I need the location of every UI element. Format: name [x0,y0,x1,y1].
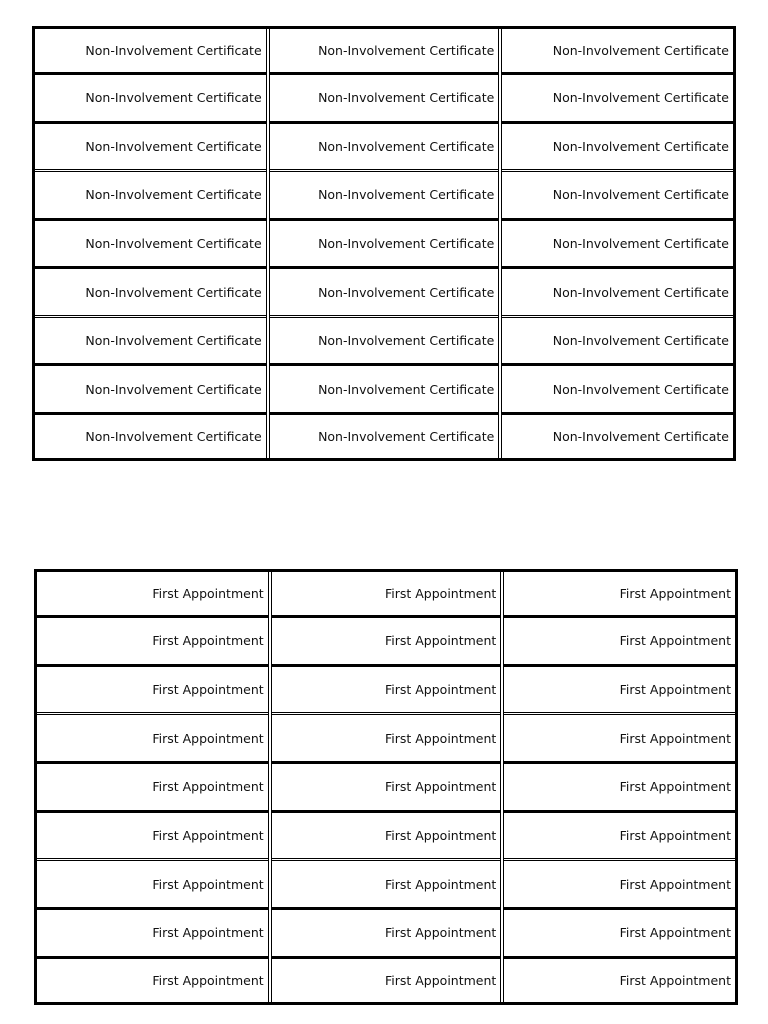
label-cell: Non-Involvement Certificate [35,365,268,414]
label-cell: Non-Involvement Certificate [35,219,268,268]
label-cell: First Appointment [270,572,503,617]
label-cell: Non-Involvement Certificate [35,29,268,74]
label-cell: Non-Involvement Certificate [268,219,501,268]
label-row [37,617,735,666]
label-row [35,74,733,123]
label-row [35,413,733,458]
label-cell: First Appointment [37,909,270,958]
label-cell: First Appointment [502,909,735,958]
label-cell: Non-Involvement Certificate [500,74,733,123]
label-cell: First Appointment [502,617,735,666]
label-cell: First Appointment [270,957,503,1002]
label-row [35,268,733,317]
label-cell: Non-Involvement Certificate [268,122,501,171]
label-cell: Non-Involvement Certificate [35,74,268,123]
label-row [37,763,735,812]
label-row [37,665,735,714]
label-cell: Non-Involvement Certificate [268,171,501,220]
label-cell: Non-Involvement Certificate [35,268,268,317]
label-cell: First Appointment [37,811,270,860]
label-cell: Non-Involvement Certificate [268,316,501,365]
label-grid [37,572,735,1002]
label-cell: Non-Involvement Certificate [500,29,733,74]
label-cell: First Appointment [37,714,270,763]
label-cell: Non-Involvement Certificate [268,268,501,317]
label-row [35,219,733,268]
label-row [37,957,735,1002]
label-cell: Non-Involvement Certificate [85,428,262,444]
label-cell: First Appointment [502,714,735,763]
label-row [35,316,733,365]
label-cell: Non-Involvement Certificate [268,29,501,74]
label-cell: Non-Involvement Certificate [35,171,268,220]
label-row [37,572,735,617]
label-cell: Non-Involvement Certificate [500,413,733,458]
label-cell: First Appointment [37,665,270,714]
label-cell: Non-Involvement Certificate [500,219,733,268]
label-cell: First Appointment [270,763,503,812]
label-cell: Non-Involvement Certificate [500,171,733,220]
label-sheet-first-appointment [34,569,738,1005]
label-cell: First Appointment [270,860,503,909]
label-cell: First Appointment [502,763,735,812]
label-row [37,811,735,860]
label-grid [35,29,733,458]
label-cell: First Appointment [37,617,270,666]
label-cell: First Appointment [270,665,503,714]
label-cell: First Appointment [502,572,735,617]
label-cell: Non-Involvement Certificate [500,365,733,414]
label-sheet-non-involvement [32,26,736,461]
label-cell: Non-Involvement Certificate [268,74,501,123]
label-cell: Non-Involvement Certificate [268,365,501,414]
label-cell: Non-Involvement Certificate [500,316,733,365]
label-cell: First Appointment [502,957,735,1002]
label-cell: Non-Involvement Certificate [268,413,501,458]
label-row [35,365,733,414]
label-cell: First Appointment [270,909,503,958]
label-row [35,171,733,220]
label-cell: Non-Involvement Certificate [35,316,268,365]
label-row [35,29,733,74]
label-cell: First Appointment [270,714,503,763]
label-cell: First Appointment [37,572,270,617]
label-cell: First Appointment [37,860,270,909]
label-cell: First Appointment [37,763,270,812]
label-row [35,122,733,171]
label-cell: Non-Involvement Certificate [35,122,268,171]
label-cell: First Appointment [502,860,735,909]
label-cell: Non-Involvement Certificate [500,268,733,317]
label-cell: First Appointment [270,617,503,666]
label-row [37,714,735,763]
label-cell: First Appointment [152,972,264,988]
label-cell: First Appointment [270,811,503,860]
label-row [37,909,735,958]
label-row [37,860,735,909]
label-cell: First Appointment [502,811,735,860]
label-cell: First Appointment [502,665,735,714]
label-cell: Non-Involvement Certificate [500,122,733,171]
